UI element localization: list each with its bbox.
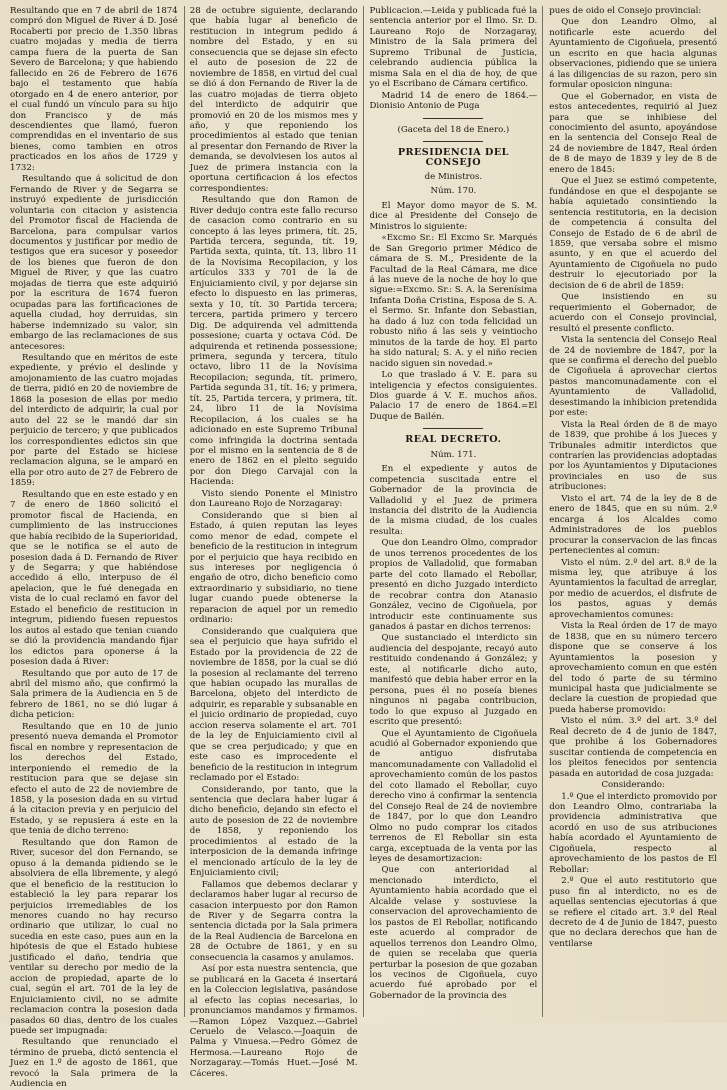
paragraph: Visto siendo Ponente el Ministro don Laureano Rojo de Norzagaray: (189, 488, 358, 510)
paragraph: En el expediente y autos de competencia suscitada entre el Gobernador de la provincia de Valladolid y el Juez de primera instancia del distrito de la Audiencia de la misma ciudad, de los cuales resulta: (369, 464, 538, 537)
column-rule (184, 6, 185, 1017)
paragraph: Resultando que renunciado el término de prueba, dictó sentencia el Juez en 1.º de agosto de 1861, que revocó la Sala primera de la Audiencia en (10, 1037, 178, 1090)
paragraph: pues de oido el Consejo provincial: (549, 6, 702, 16)
paragraph: Que insistiendo en su requerimiento el Gobernador, de acuerdo con el Consejo provincial, resultó el presente conflicto. (549, 292, 717, 334)
item-number: Núm. 170. (430, 186, 477, 197)
column-rule (542, 6, 543, 1017)
paragraph: Vista la sentencia del Consejo Real de 24 de noviembre de 1847, por la que se confirma el derecho del pueblo de Cigoñuela á aprovechar ciertos pastos mancomunadamente con el Ayuntamiento de Valladolid, desestimando la inhibicion pretendida por este: (549, 335, 717, 419)
paragraph: Visto el núm. 2.º del art. 8.º de la misma ley, que atribuye á los Ayuntamientos la facultad de arreglar, por medio de acuerdos, el disfrute de los pastos, aguas y demás aprovechamientos comunes: (549, 557, 717, 620)
paragraph: Resultando que por auto de 17 de abril del mismo año, que confirmó la Sala primera de la Audiencia en 5 de febrero de 1861, no se dió lugar á dicha peticion: (10, 668, 178, 721)
paragraph: Que el Ayuntamiento de Cigoñuela acudió al Gobernador exponiendo que de antiguo disfrutaba mancomunadamente con Valladolid el aprovechamiento común de los pastos del coto llamado el Rebollar, cuyo derecho vino á confirmar la sentencia del Consejo Real de 24 de noviembre de 1847, por lo que don Leandro Olmo no pudo comprar los citados terrenos de El Rebollar sin esta carga, exceptuada de la venta por las leyes de desamortizacion: (369, 728, 538, 864)
section-title: REAL DECRETO. (405, 434, 502, 446)
paragraph: Resultando que en este estado y en 7 de enero de 1860 solicitó el promotor fiscal de Hacienda, en cumplimiento de las instrucciones que había recibido de la Superioridad, que se le notifica se el auto de posesion dada á D. Fernando de River y de Segarra; y que habiéndose accedido á ello, interpuso de él apelacion, que le fué denegada en vista de lo cual reclamó en favor del Estado el beneficio de restitucion in integrum, pidiendo fuesen repuestos los autos al estado que tenian cuando se dió la providencia mandando fijar los edictos para oponerse á la posesion dada á River: (10, 489, 178, 668)
paragraph: Que con anterioridad al mencionado interdicto, el Ayuntamiento había acordado que el Alcalde velase y sostuviese la conservacion del aprovechamiento de los pastos de El Rebollar, notificando este acuerdo al comprador de aquellos terrenos don Leandro Olmo, de quien se recelaba que queria perturbar la posesion de que gozaban los vecinos de Cigoñuela, cuyo acuerdo fué aprobado por el Gobernador de la provincia des (369, 865, 538, 1001)
column-2 (189, 6, 358, 1079)
paragraph: 28 de octubre siguiente, declarando que había lugar al beneficio de restitucion in integrum pedido á nombre del Estado, y en su consecuencia que se dejase sin efecto el auto de posesion de 22 de noviembre de 1858, en virtud del cual se dió á don Fernando de River la de las cuatro mojadas de tierra objeto del interdicto de adquirir que promovió en 20 de los mismos mes y año, y que reponiendo los procedimientos al estado que tenian al presentar don Fernando de River la demanda, se devolviesen los autos al Juez de primera instancia con la oportuna certificacion á los efectos correspondientes: (189, 6, 358, 194)
paragraph: «Excmo Sr.: El Excmo Sr. Marqués de San Gregorio primer Médico de cámara de S. M., Presidente de la Facultad de la Real Cámara, me dice á las nueve de la noche de hoy lo que sigue:=Excmo. Sr.: S. A. la Serenísima Infanta Doña Cristina, Esposa de S. A. el Sermo. Sr. Infante don Sebastian, ha dado á luz con toda felicidad un robusto niño á las seis y veintiocho minutos de la tarde de hoy. El parto ha sido natural; S. A. y el niño recien nacido siguen sin novedad.» (369, 233, 538, 369)
paragraph: Considerando que cualquiera que sea el perjuicio que haya sufrido el Estado por la providencia de 22 de noviembre de 1858, por la cual se dió la posesion al reclamante del terreno que habian ocupado las murallas de Barcelona, objeto del interdicto de adquirir, es reparable y subsanable en el juicio ordinario de propiedad, cuyo accion reserva solamente el art. 701 de la ley de Enjuiciamiento civil al que se crea perjudicado; y que en este caso es improcedente el beneficio de la restitucion in integrum reclamado por el Estado: (189, 626, 358, 784)
paragraph: 1.º Que el interdicto promovido por don Leandro Olmo, contrariaba la providencia administrativa que acordó en uso de sus atribuciones había acordado el Ayuntamiento de Cigoñuela, respecto al aprovechamiento de los pastos de El Rebollar: (549, 791, 717, 875)
paragraph: Resultando que don Ramon de River, sucesor del don Fernando, se opuso á la demanda pidiendo se le absolviera de ella libremente, y alegó que el beneficio de la restitucion lo estableció la ley para reparar los perjuicios irremediables de los menores cuando no hay recurso ordinario que utilizar, lo cual no sucedia en este caso, pues aun en la hipótesis de que el Estado hubiese justificado el daño, tendria que ventilar su derecho por medio de la accion de propiedad, aparte de lo cual, según el art. 701 de la ley de Enjuiciamiento civil, no se admite reclamacion contra la posesion dada pasados 60 dias, dentro de los cuales puede ser impugnada: (10, 837, 178, 1036)
paragraph: Resultando que en 7 de abril de 1874 compró don Miguel de River á D. José Rocaberti por precio de 1.350 libras cuatro mojadas y media de tierra campa fuera de la puerta de San Severo de Barcelona; y que habiendo fallecido en 26 de Febrero de 1676 bajo el testamento que había otorgado en 4 de enero anterior, por el cual fundó un vínculo para su hijo don Francisco y de más descendientes que llamó, fueron comprendidas en el inventario de sus bienes, como tambien en otros practicados en los años de 1729 y 1732: (10, 6, 178, 173)
paragraph: Que don Leandro Olmo, comprador de unos terrenos procedentes de los propios de Valladolid, que formaban parte del coto llamado el Rebollar, presentó en dicho Juzgado interdicto de recobrar contra don Atanasio González, vecino de Cigoñuela, por introducir este continuamente sus ganados á pastar en dichos terrenos: (369, 538, 538, 633)
column-3 (370, 6, 538, 1017)
paragraph: Que don Leandro Olmo, al notificarle este acuerdo del Ayuntamiento de Cigoñuela, presentó un escrito en que hacia algunas observaciones, pidiendo que se uniera á las diligencias de su razon, pero sin formular oposicion ninguna: (549, 17, 717, 91)
paragraph: Resultando que á solicitud de don Fernando de River y de Segarra se instruyó expediente de jurisdicción voluntaria con citacion y asistencia del Promotor fiscal de Hacienda de Barcelona, para compulsar varios documentos y justificar por medio de testigos que era sucesor y poseedor de los bienes que fueron de don Miguel de River, y que las cuatro mojadas de tierra que este adquirió por la escritura de 1674 fueron ocupadas para las fortificaciones de aquella ciudad, hoy derruidas, sin haberse indemnizado su valor, sin embargo de las reclamaciones de sus antecesores: (10, 174, 178, 352)
paragraph: Que el Juez se estimó competente, fundándose en que el despojante se había aquietado consintiendo la sentencia restitutoria, en la decision de competencia á consulta del Consejo de Estado de 6 de abril de 1859, que versaba sobre el mismo asunto, y en que el acuerdo del Ayuntamiento de Cigoñuela no pudo destruir lo ejecutoriado por la decision de 6 de abril de 1859: (549, 176, 717, 291)
section-title: PRESIDENCIA DEL CONSEJO (397, 146, 509, 169)
paragraph: Fallamos que debemos declarar y declaramos haber lugar al recurso de casacion interpuesto por don Ramon de River y de Segarra contra la sentencia dictada por la Sala primera de la Real Audiencia de Barcelona en 28 de Octubre de 1861, y en su consecuencia la casamos y anulamos. (189, 879, 358, 963)
signature-line: Madrid 14 de enero de 1864.—Dionisio Antonio de Puga (369, 90, 538, 112)
paragraph: Considerando que si bien al Estado, á quien reputan las leyes como menor de edad, compete el beneficio de la restitucion in integrum por el perjuicio que haya recibido en sus intereses por negligencia ó engaño de otro, dicho beneficio como extraordinario y subsidiario, no tiene lugar cuando puede obtenerse la reparacion de aquel por un remedio ordinario: (189, 510, 358, 626)
paragraph: Que sustanciado el interdicto sin audiencia del despojante, recayó auto restituido condenando á González; y este, al notificarle dicho auto, manifestó que debia haber error en la persona, pues él no poseía bienes ningunos ni pagaba contribucion, todo lo que expuso al Juzgado en escrito que presentó: (369, 633, 538, 728)
paragraph: Considerando, por tanto, que la sentencia que declara haber lugar á dicho beneficio, dejando sin efecto el auto de posesion de 22 de noviembre de 1858, y reponiendo los procedimientos al estado de la interposicion de la demanda infringe el mencionado artículo de la ley de Enjuiciamiento civil; (189, 784, 358, 879)
paragraph: Resultando que en 10 de junio presentó nueva demanda el Promotor fiscal en nombre y representacion de los derechos del Estado, interponiendo el remedio de la restitucion para que se dejase sin efecto el auto de 22 de noviembre de 1858, y la posesion dada en su virtud á la citacion previa y en perjuicio del Estado, y se repusiera á este en la que tenia de dicho terreno: (10, 721, 178, 837)
divider (423, 118, 483, 119)
column-rule (363, 6, 364, 1017)
paragraph: Lo que traslado á V. E. para su inteligencia y efectos consiguientes. Dios guarde á V. E. muchos años. Palacio 17 de enero de 1864.=El Duque de Bailén. (369, 370, 538, 422)
paragraph: Visto el núm. 3.º del art. 3.º del Real decreto de 4 de junio de 1847, que prohibe á los Gobernadores suscitar contienda de competencia en los pleitos fenecidos por sentencia pasada en autoridad de cosa juzgada: (549, 716, 717, 779)
section-subtitle: de Ministros. (424, 171, 483, 182)
paragraph: Publicacion.—Leida y publicada fué la sentencia anterior por el Ilmo. Sr. D. Laureano Rojo de Norzagaray, Ministro de la Sala primera del Supremo Tribunal de Justicia, celebrando audiencia pública la misma Sala en el dia de hoy, de que yo el Escribano de Cámara certifico. (369, 6, 538, 90)
paragraph: Resultando que don Ramon de River dedujo contra este fallo recurso de casacion como contrario en su concepto á las leyes primera, tít. 25, Partida tercera, segunda, tít. 19, Partida sexta, quinta, tít. 13, libro 11 de la Novísima Recopilacion, y los artículos 333 y 701 de la de Enjuiciamiento civil, y por dejarse sin efecto lo dispuesto en las primeras, sexta y 10, tít. 30 Partida tercera; tercera, partida primero y tercero Dig. De adquirenda vel admittenda possesione; cuarta y octava Cód. De adquirenda et retinenda possessione; primera, segunda y tercera, título octavo, libro 11 de la Novísima Recopilacion; segunda, tít. primero, Partida segunda 31, tít. 16; y primera, tít. 25, Partida tercera, y primera, tít. 24, libro 11 de la Novísima Recopilacion, á los cuales se ha adicionado en este Supremo Tribunal como infringida la doctrina sentada por el mismo en la sentencia de 8 de enero de 1862 en el pleito seguido por don Diego Carvajal con la Hacienda: (189, 195, 358, 488)
column-1 (10, 6, 178, 1090)
gazette-reference: (Gaceta del 18 de Enero.) (397, 124, 510, 135)
divider (423, 428, 483, 429)
paragraph: 2.º Que el auto restitutorio que puso fin al interdicto, no es de aquellas sentencias ejecutorias á que se refiere el citado art. 3.º del Real decreto de 4 de Junio de 1847, puesto que no declara derechos que han de ventilarse (549, 876, 717, 949)
considerando-label: Considerando: (601, 780, 665, 791)
paragraph: Resultando que en méritos de este expediente, y prévio el deslinde y amojonamiento de las cuatro mojadas de tierra, pidió en 20 de noviembre de 1868 la posesion de ellas por medio del interdicto de adquirir, la cual por auto del 22 se le mandó dar sin perjuicio de tercero; y que publicados los correspondientes edictos sin que por parte del Estado se hiciese reclamacion alguna, se le amparó en ella por otro auto de 27 de Febrero de 1859: (10, 352, 178, 489)
item-number: Núm. 171. (430, 449, 477, 460)
paragraph: Vista la Real órden de 17 de mayo de 1838, que en su número tercero dispone que se conserve á los Ayuntamientos la posesion y aprovechamiento comun en que estén del todo ó parte de su término municipal hasta que judicialmente se declare la cuestion de propiedad que pueda haberse promovido: (549, 621, 717, 715)
column-4 (549, 6, 717, 1017)
paragraph: Que el Gobernador, en vista de estos antecedentes, requirió al Juez para que se inhibiese del conocimiento del asunto, apoyándose en la sentencia del Consejo Real de 24 de noviembre de 1847, Real órden de 8 de mayo de 1839 y ley de 8 de enero de 1845: (549, 91, 717, 175)
paragraph: El Mayor domo mayor de S. M. dice al Presidente del Consejo de Ministros lo siguiente: (369, 200, 538, 232)
paragraph: Así por esta nuestra sentencia, que se publicará en la Gaceta é insertará en la Coleccion legislativa, pasándose al efecto las copias necesarias, lo pronunciamos mandamos y firmamos.—Ramon López Vazquez.—Gabriel Ceruelo de Velasco.—Joaquin de Palma y Vinuesa.—Pedro Gómez de Hermosa.—Laureano Rojo de Norzagaray.—Tomás Huet.—José M. Cáceres. (189, 964, 358, 1079)
divider (423, 141, 483, 142)
paragraph: Visto el art. 74 de la ley de 8 de enero de 1845, que en su núm. 2.º encarga á los Alcaldes como Administradores de los pueblos procurar la conservacion de las fincas pertenecientes al comun: (549, 493, 717, 557)
paragraph: Vista la Real órden de 8 de mayo de 1839, que prohibe á los Jueces y Tribunales admitir interdictos que contraríen las providencias adoptadas por los Ayuntamientos y Diputaciones provinciales en uso de sus atribuciones: (549, 419, 717, 493)
